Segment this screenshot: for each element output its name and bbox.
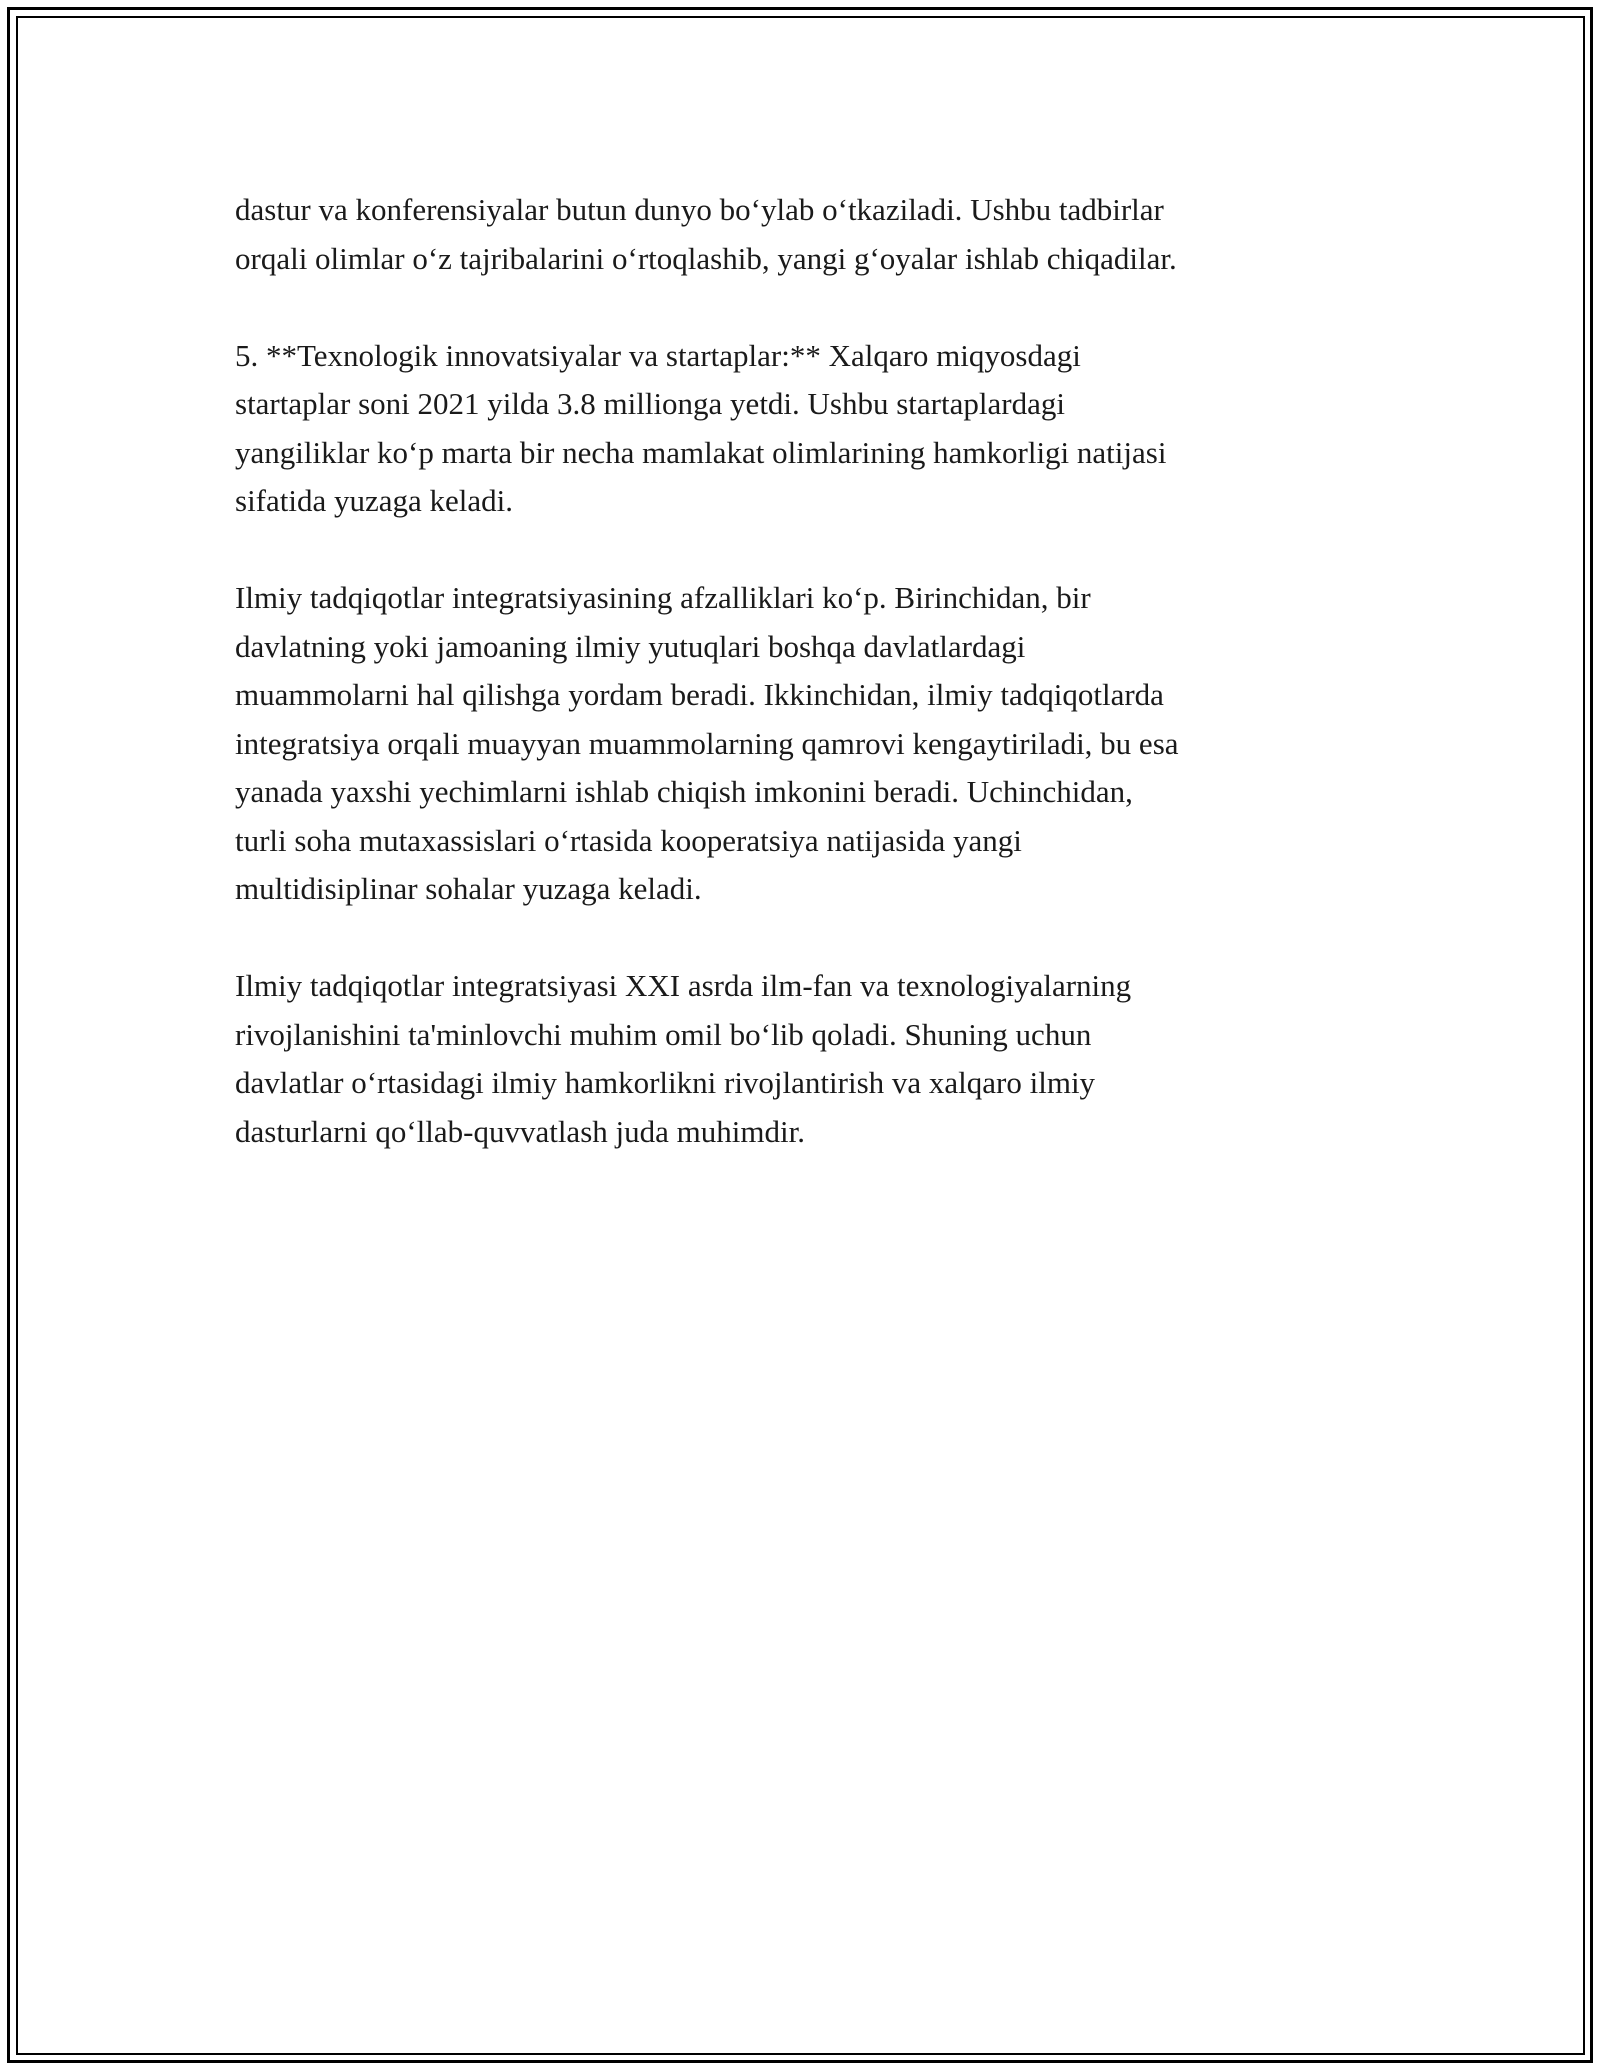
document-body (235, 186, 1365, 1156)
text-line: orqali olimlar o‘z tajribalarini o‘rtoqlashib, yangi g‘oyalar ishlab chiqadilar. (235, 240, 1177, 276)
paragraph-advantages (235, 574, 1365, 914)
text-line: turli soha mutaxassislari o‘rtasida kooperatsiya natijasida yangi (235, 822, 1022, 858)
text-line: Ilmiy tadqiqotlar integratsiyasining afzalliklari ko‘p. Birinchidan, bir (235, 580, 1091, 615)
text-line: sifatida yuzaga keladi. (235, 483, 514, 518)
text-line: startaplar soni 2021 yilda 3.8 millionga yetdi. Ushbu startaplardagi (235, 386, 1065, 421)
text-line: muammolarni hal qilishga yordam beradi. Ikkinchidan, ilmiy tadqiqotlarda (235, 677, 1164, 712)
text-line: 5. **Texnologik innovatsiyalar va startaplar:** Xalqaro miqyosdagi (235, 337, 1081, 373)
text-line: rivojlanishini ta'minlovchi muhim omil bo‘lib qoladi. Shuning uchun (235, 1016, 1092, 1052)
text-line: davlatlar o‘rtasidagi ilmiy hamkorlikni rivojlantirish va xalqaro ilmiy (235, 1065, 1096, 1100)
text-line: davlatning yoki jamoaning ilmiy yutuqlari boshqa davlatlardagi (235, 628, 1026, 664)
paragraph-startups (235, 332, 1365, 526)
paragraph-conclusion (235, 962, 1365, 1156)
text-line: yanada yaxshi yechimlarni ishlab chiqish imkonini beradi. Uchinchidan, (235, 774, 1133, 809)
text-line: multidisiplinar sohalar yuzaga keladi. (235, 871, 702, 906)
paragraph-conferences (235, 186, 1365, 283)
text-line: yangiliklar ko‘p marta bir necha mamlakat olimlarining hamkorligi natijasi (235, 434, 1167, 470)
text-line: dasturlarni qo‘llab-quvvatlash juda muhimdir. (235, 1113, 805, 1149)
text-line: Ilmiy tadqiqotlar integratsiyasi XXI asrda ilm-fan va texnologiyalarning (235, 968, 1132, 1003)
text-line: integratsiya orqali muayyan muammolarning qamrovi kengaytiriladi, bu esa (235, 725, 1179, 761)
text-line: dastur va konferensiyalar butun dunyo bo‘ylab o‘tkaziladi. Ushbu tadbirlar (235, 192, 1164, 227)
